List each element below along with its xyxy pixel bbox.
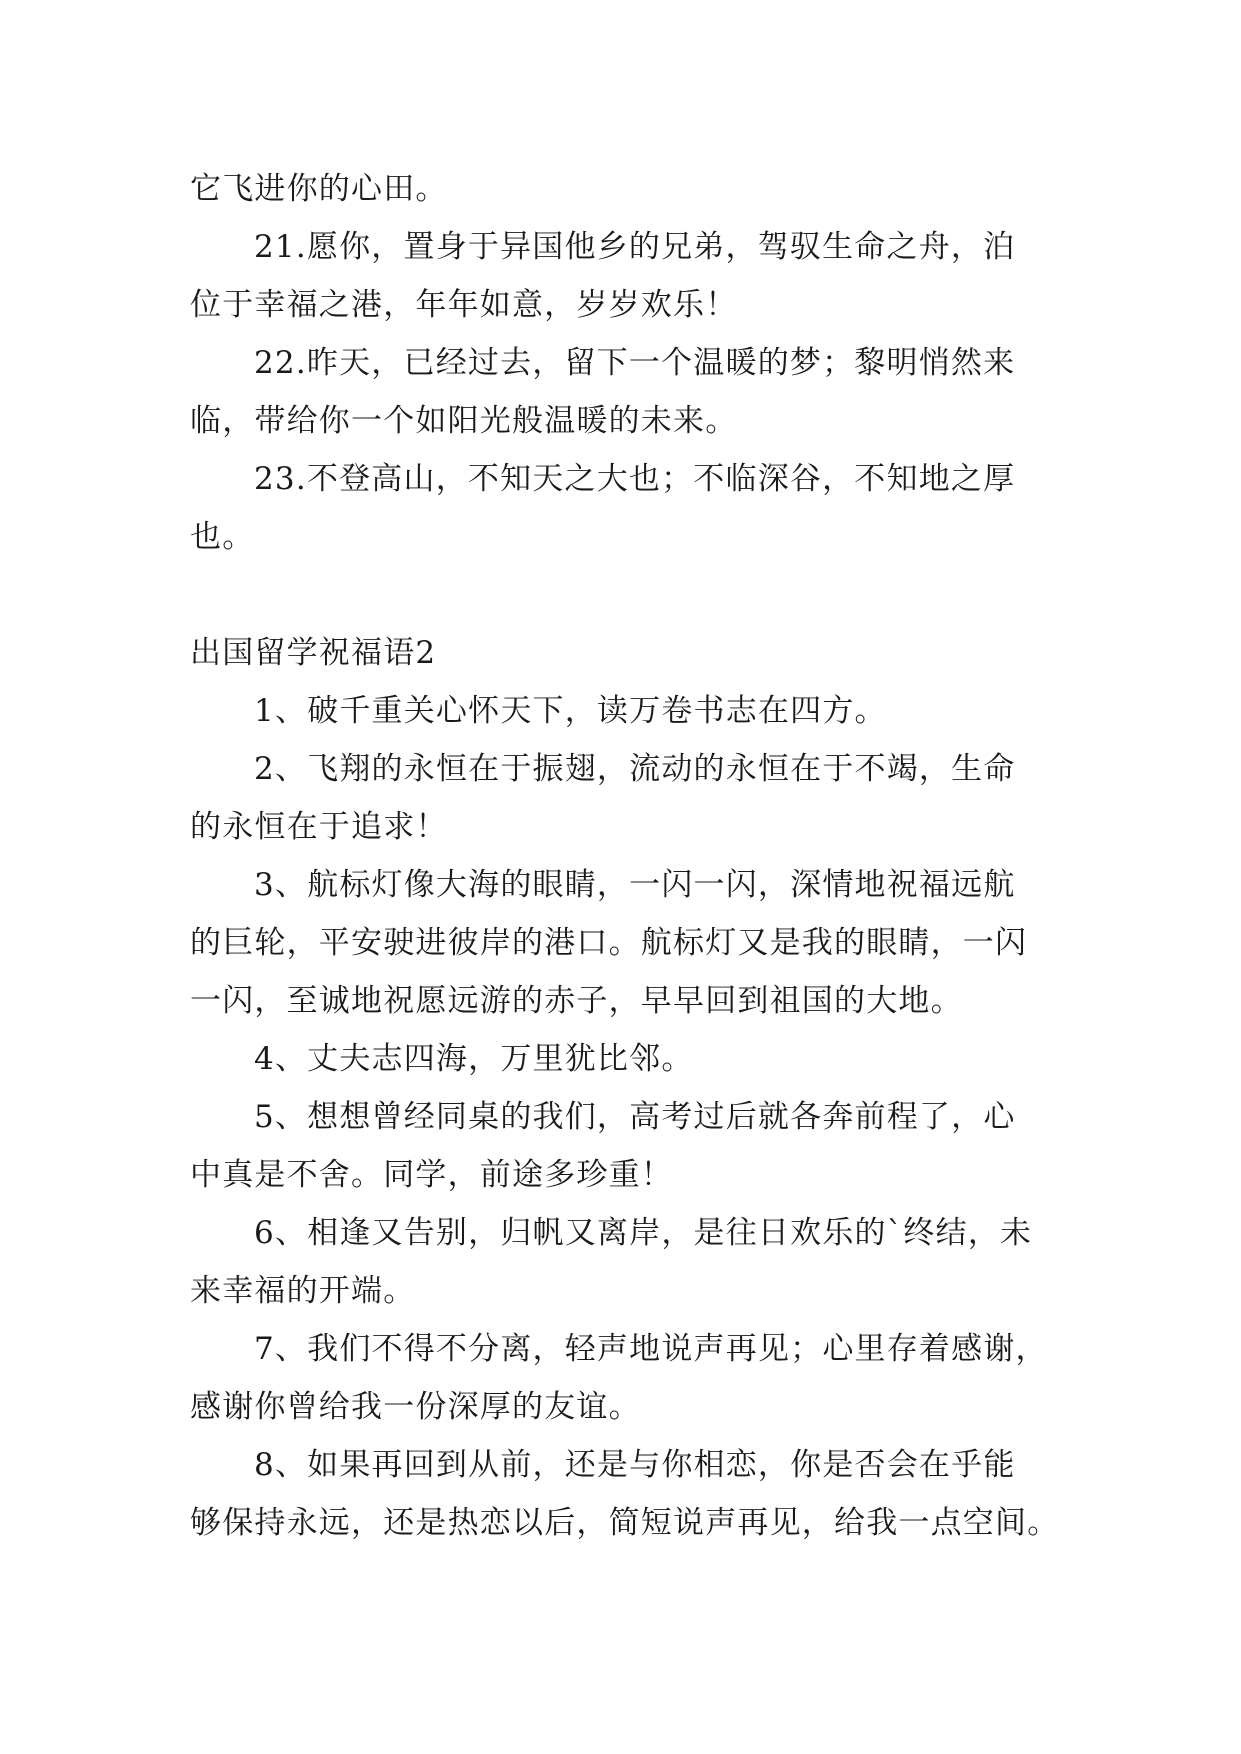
paragraph-line: 一闪，至诚地祝愿远游的赤子，早早回到祖国的大地。 <box>190 983 963 1019</box>
paragraph-line: 来幸福的开端。 <box>190 1273 416 1309</box>
paragraph-line: 的永恒在于追求！ <box>190 809 448 845</box>
paragraph-line: 它飞进你的心田。 <box>190 171 448 207</box>
paragraph-line: 2、飞翔的永恒在于振翅，流动的永恒在于不竭，生命 <box>254 751 1016 787</box>
paragraph-line: 感谢你曾给我一份深厚的友谊。 <box>190 1389 641 1425</box>
paragraph-line: 1、破千重关心怀天下，读万卷书志在四方。 <box>254 693 887 729</box>
paragraph-line: 23.不登高山，不知天之大也；不临深谷，不知地之厚 <box>254 461 1016 497</box>
document-body <box>190 160 1060 1552</box>
section-heading: 出国留学祝福语2 <box>190 635 437 671</box>
paragraph-line: 中真是不舍。同学，前途多珍重！ <box>190 1157 673 1193</box>
paragraph-line: 够保持永远，还是热恋以后，简短说声再见，给我一点空间。 <box>190 1505 1060 1541</box>
section-spacer <box>190 566 1052 624</box>
paragraph-line: 7、我们不得不分离，轻声地说声再见；心里存着感谢， <box>254 1331 1048 1367</box>
paragraph-line: 也。 <box>190 519 255 555</box>
paragraph-line: 8、如果再回到从前，还是与你相恋，你是否会在乎能 <box>254 1447 1016 1483</box>
paragraph-line: 位于幸福之港，年年如意，岁岁欢乐！ <box>190 287 738 323</box>
paragraph-line: 的巨轮，平安驶进彼岸的港口。航标灯又是我的眼睛，一闪 <box>190 925 1028 961</box>
paragraph-line: 4、丈夫志四海，万里犹比邻。 <box>254 1041 694 1077</box>
paragraph-line: 5、想想曾经同桌的我们，高考过后就各奔前程了，心 <box>254 1099 1016 1135</box>
paragraph-line: 22.昨天，已经过去，留下一个温暖的梦；黎明悄然来 <box>254 345 1016 381</box>
paragraph-line: 6、相逢又告别，归帆又离岸，是往日欢乐的`终结，未 <box>254 1215 1033 1251</box>
paragraph-line: 临，带给你一个如阳光般温暖的未来。 <box>190 403 738 439</box>
paragraph-line: 3、航标灯像大海的眼睛，一闪一闪，深情地祝福远航 <box>254 867 1016 903</box>
paragraph-line: 21.愿你，置身于异国他乡的兄弟，驾驭生命之舟，泊 <box>254 229 1016 265</box>
